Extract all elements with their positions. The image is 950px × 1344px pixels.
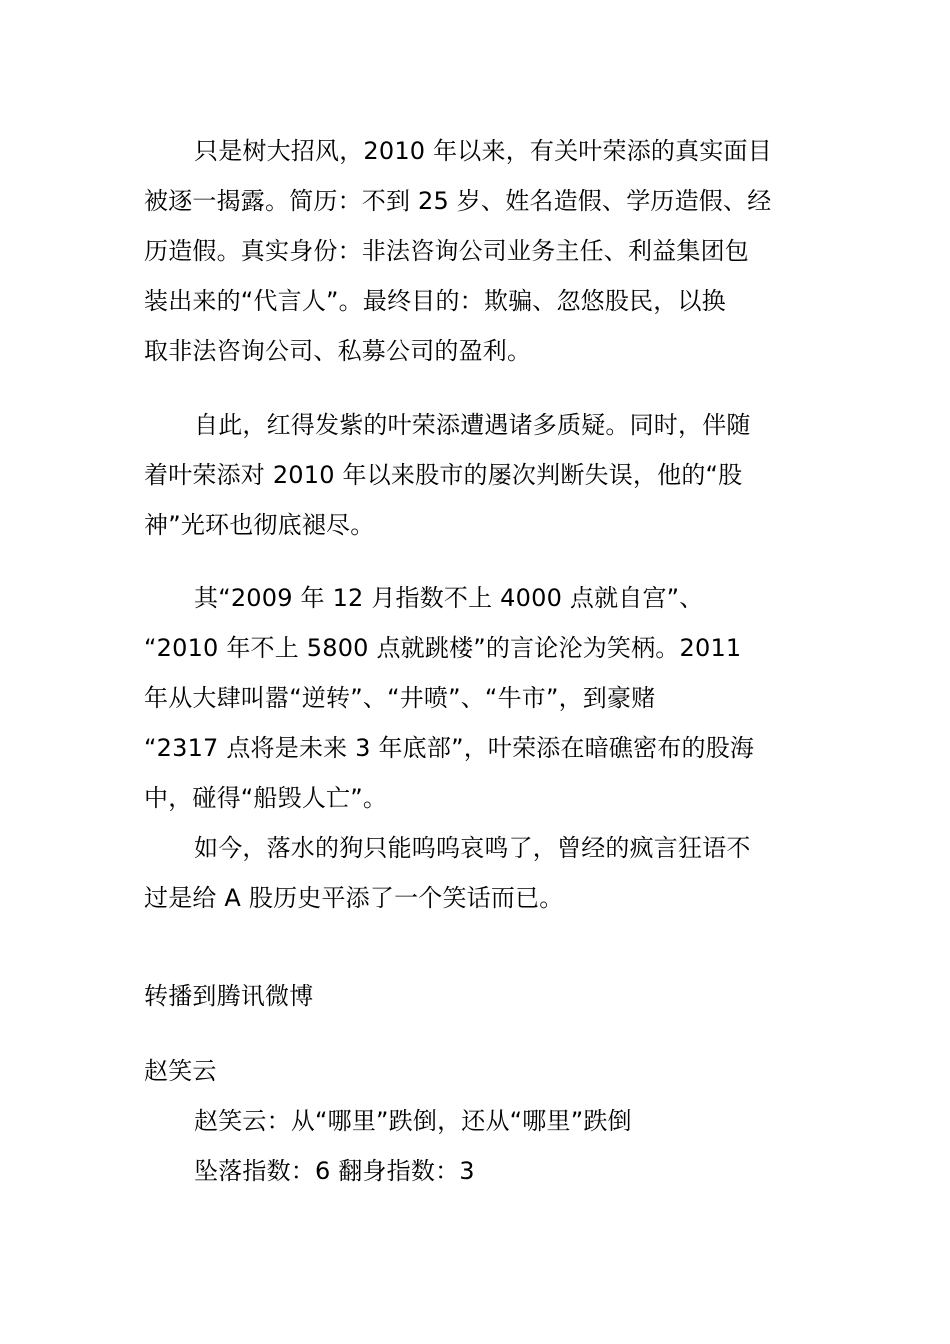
paragraph-3-line-1: 其“2009 年 12 月指数不上 4000 点就自宫”、 (194, 584, 704, 612)
paragraph-1-line-3: 历造假。真实身份：非法咨询公司业务主任、利益集团包 (144, 237, 749, 265)
paragraph-2-line-2: 着叶荣添对 2010 年以来股市的屡次判断失误，他的“股 (144, 461, 743, 489)
paragraph-4-line-2: 过是给 A 股历史平添了一个笑话而已。 (144, 884, 564, 912)
paragraph-2-line-3: 神”光环也彻底褪尽。 (144, 511, 375, 539)
paragraph-1-line-5: 取非法咨询公司、私募公司的盈利。 (144, 337, 532, 365)
paragraph-1-line-1: 只是树大招风，2010 年以来，有关叶荣添的真实面目 (194, 137, 772, 165)
paragraph-3-line-4: “2317 点将是未来 3 年底部”，叶荣添在暗礁密布的股海 (144, 734, 755, 762)
paragraph-2-line-1: 自此，红得发紫的叶荣添遭遇诸多质疑。同时，伴随 (194, 411, 751, 439)
paragraph-1-line-4: 装出来的“代言人”。最终目的：欺骗、忽悠股民，以换 (144, 287, 726, 315)
paragraph-3-line-5: 中，碰得“船毁人亡”。 (144, 784, 388, 812)
paragraph-4-line-1: 如今，落水的狗只能呜呜哀鸣了，曾经的疯言狂语不 (194, 834, 751, 862)
paragraph-3-line-3: 年从大肆叫嚣“逆转”、“井喷”、“牛市”，到豪赌 (144, 684, 656, 712)
ratings-line: 坠落指数：6 翻身指数：3 (194, 1157, 475, 1185)
paragraph-3-line-2: “2010 年不上 5800 点就跳楼”的言论沦为笑柄。2011 (144, 634, 742, 662)
author-heading: 赵笑云 (144, 1057, 217, 1085)
share-to-weibo-link[interactable]: 转播到腾讯微博 (144, 982, 314, 1010)
paragraph-1-line-2: 被逐一揭露。简历：不到 25 岁、姓名造假、学历造假、经 (144, 187, 772, 215)
author-comment: 赵笑云：从“哪里”跌倒，还从“哪里”跌倒 (194, 1107, 632, 1135)
